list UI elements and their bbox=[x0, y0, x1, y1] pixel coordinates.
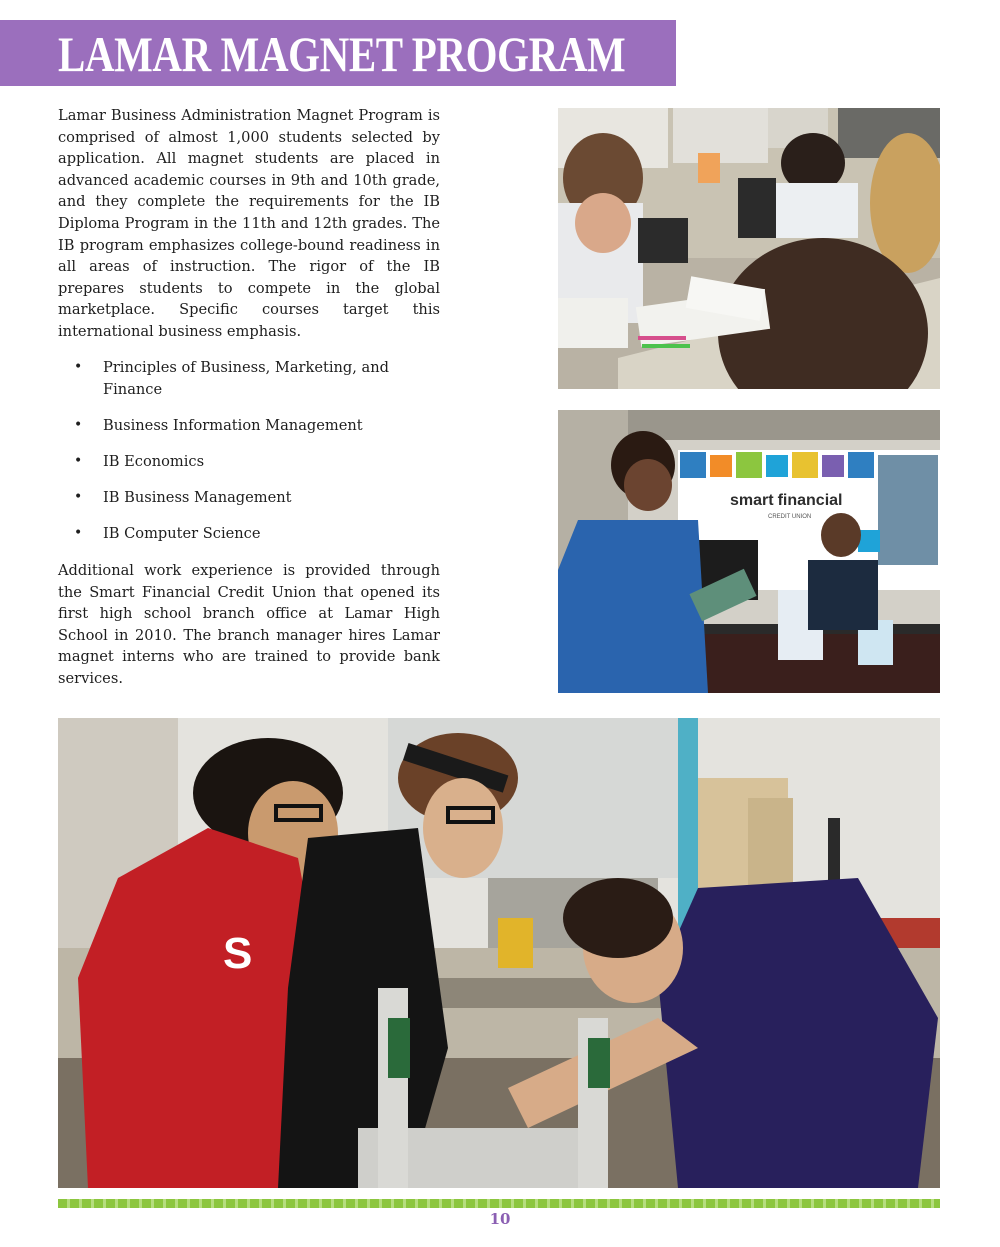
closing-paragraph: Additional work experience is provided through the Smart Financial Credit Union that opened its first high school branch office at Lamar High School in 2010. The branch manager hires Lamar magnet interns who are trained to provide bank services. bbox=[58, 562, 440, 687]
bullet-icon: • bbox=[74, 452, 83, 469]
bank-sign-line3: CREDIT UNION bbox=[768, 514, 812, 520]
course-label: Principles of Business, Marketing, and Finance bbox=[103, 359, 389, 398]
bank-sign-text bbox=[730, 492, 842, 509]
list-item bbox=[58, 523, 440, 545]
list-item bbox=[58, 487, 440, 509]
hoodie-print: S bbox=[223, 929, 253, 978]
list-item bbox=[58, 357, 440, 400]
bank-sign-line1: smart bbox=[730, 492, 774, 509]
bullet-icon: • bbox=[74, 416, 83, 433]
bank-branch-photo bbox=[558, 410, 940, 693]
classroom-photo bbox=[558, 108, 940, 389]
list-item bbox=[58, 451, 440, 473]
list-item bbox=[58, 415, 440, 437]
course-label: IB Business Management bbox=[103, 488, 292, 506]
course-list bbox=[58, 357, 440, 559]
course-label: IB Computer Science bbox=[103, 524, 261, 542]
intro-paragraph: Lamar Business Administration Magnet Program is comprised of almost 1,000 students selected by application. All magnet students are placed in advanced academic courses in 9th and 10th grade, and they complete the requirements for the IB Diploma Program in the 11th and 12th grades. The IB program emphasizes college-bound readiness in all areas of instruction. The rigor of the IB prepares students to compete in the global marketplace. Specific courses target this international business emphasis. bbox=[58, 107, 440, 340]
course-label: Business Information Management bbox=[103, 416, 363, 434]
page-title: LAMAR MAGNET PROGRAM bbox=[58, 26, 626, 82]
bullet-icon: • bbox=[74, 359, 83, 375]
course-label: IB Economics bbox=[103, 452, 205, 470]
bullet-icon: • bbox=[74, 524, 83, 541]
bank-sign-line2: financial bbox=[777, 492, 843, 509]
footer-bar bbox=[58, 1199, 940, 1208]
bullet-icon: • bbox=[74, 488, 83, 505]
page-number: 10 bbox=[489, 1210, 511, 1228]
robotics-photo bbox=[58, 718, 940, 1188]
